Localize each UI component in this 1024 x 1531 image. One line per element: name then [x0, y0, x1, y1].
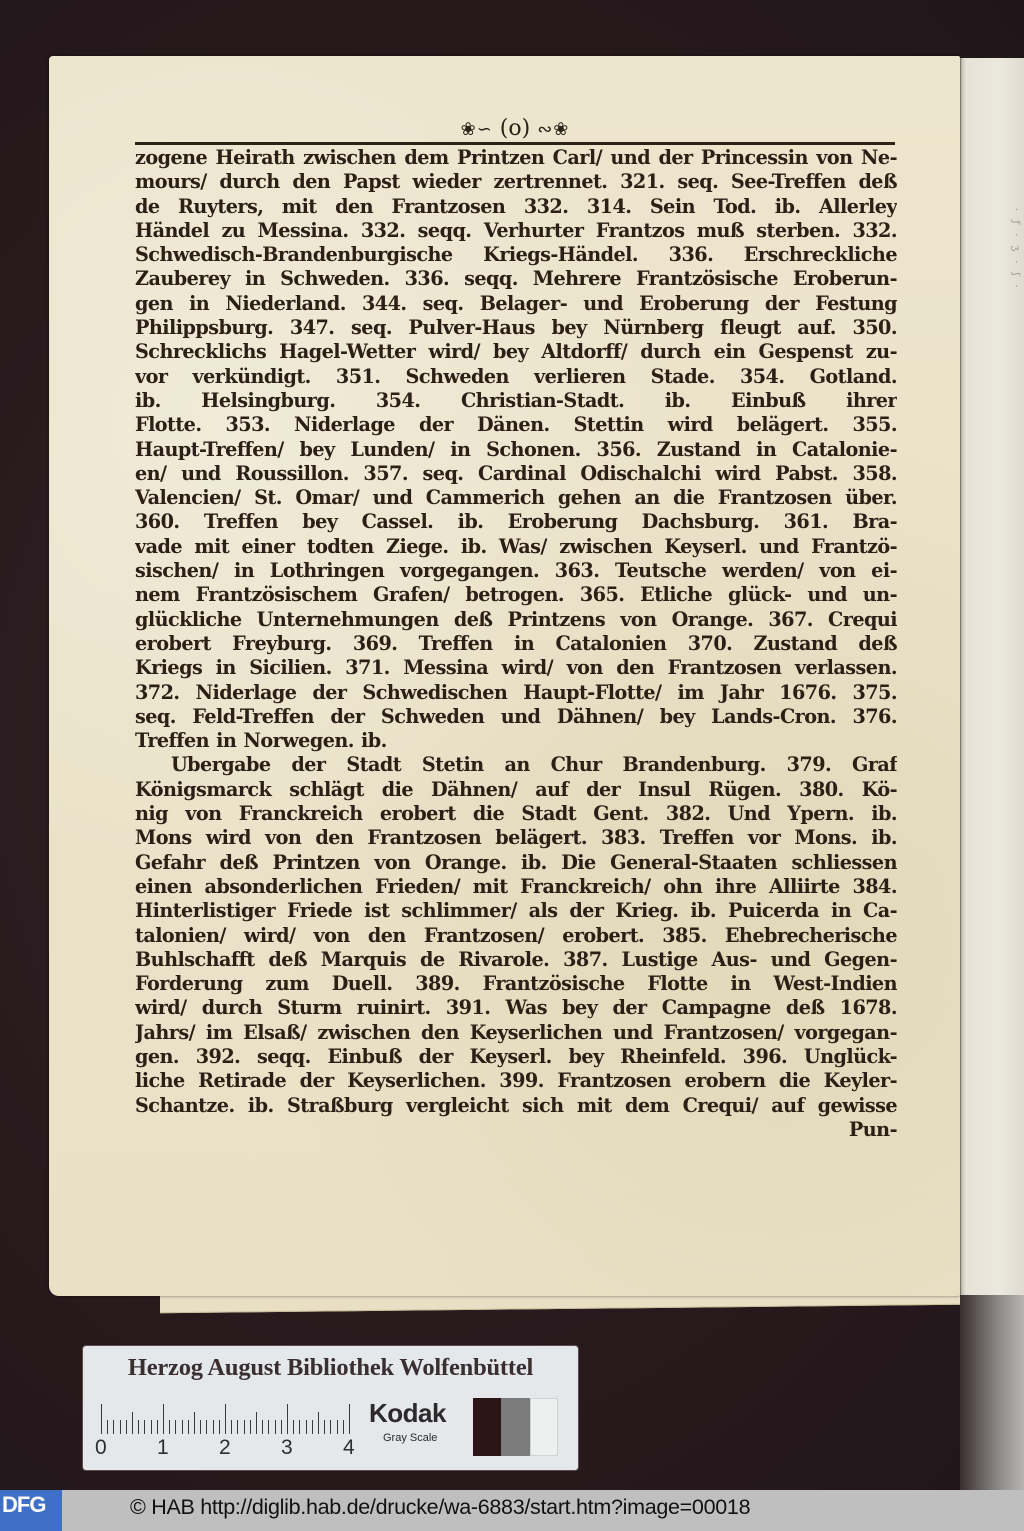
footer-bar: [0, 1490, 1024, 1531]
text-line: erobert Freyburg. 369. Treffen in Catalonien 370. Zustand deß: [135, 631, 897, 655]
text-line: Jahrs/ im Elsaß/ zwischen den Keyserlichen und Frantzosen/ vorgegan-: [135, 1020, 897, 1044]
text-line: Flotte. 353. Niderlage der Dänen. Stettin wird belägert. 355.: [135, 413, 897, 437]
header-rule: [135, 142, 895, 145]
ruler-tick: [151, 1420, 152, 1434]
ruler-tick: [281, 1420, 282, 1434]
swatch-gray: [501, 1398, 530, 1456]
text-line: Mons wird von den Frantzosen belägert. 383. Treffen vor Mons. ib.: [135, 826, 897, 850]
text-line: einen absonderlichen Frieden/ mit Franckreich/ ohn ihre Alliirte 384.: [135, 874, 897, 898]
gray-scale-label: Gray Scale: [383, 1432, 438, 1444]
ruler-tick: [126, 1420, 127, 1434]
text-line: de Ruyters, mit den Frantzosen 332. 314. Sein Tod. ib. Allerley: [135, 194, 897, 218]
kodak-logo: Kodak: [369, 1398, 446, 1428]
ornament-right-icon: ∾❀: [537, 119, 570, 140]
ruler-tick: [157, 1420, 158, 1434]
text-line: Ubergabe der Stadt Stetin an Chur Brandenburg. 379. Graf: [171, 753, 897, 777]
color-target-card: [83, 1346, 578, 1470]
text-line: vor verkündigt. 351. Schweden verlieren Stade. 354. Gotland.: [135, 364, 897, 388]
ruler: [101, 1404, 351, 1434]
text-line: nem Frantzösischem Grafen/ betrogen. 365. Etliche glück- und un-: [135, 583, 897, 607]
ruler-tick: [101, 1404, 102, 1434]
ruler-tick: [250, 1420, 251, 1434]
swatch-white: [530, 1398, 558, 1456]
ruler-tick: [293, 1420, 294, 1434]
text-line: Königsmarck schlägt die Dähnen/ auf der Insul Rügen. 380. Kö-: [135, 777, 897, 801]
ruler-tick: [169, 1420, 170, 1434]
ruler-tick: [337, 1420, 338, 1434]
bleed-through-text: · ƒ · ʒ · ʃ ·: [1010, 208, 1021, 291]
text-line: liche Retirade der Keyserlichen. 399. Frantzosen erobern die Keyler-: [135, 1069, 897, 1093]
ruler-tick: [138, 1420, 139, 1434]
ruler-tick: [237, 1420, 238, 1434]
text-line: Valencien/ St. Omar/ und Cammerich gehen an die Frantzosen über.: [135, 486, 897, 510]
ruler-tick: [144, 1420, 145, 1434]
text-line: glückliche Unternehmungen deß Printzens von Orange. 367. Crequi: [135, 607, 897, 631]
page-marker: (o): [499, 116, 531, 141]
ruler-tick: [318, 1412, 319, 1434]
text-line: zogene Heirath zwischen dem Printzen Carl/ und der Princessin von Ne-: [135, 146, 897, 169]
text-line: Händel zu Messina. 332. seqq. Verhurter Frantzos muß sterben. 332.: [135, 218, 897, 242]
text-line: en/ und Roussillon. 357. seq. Cardinal Odischalchi wird Pabst. 358.: [135, 461, 897, 485]
ruler-tick: [312, 1420, 313, 1434]
ruler-label-4: 4: [343, 1436, 355, 1459]
ruler-tick: [200, 1420, 201, 1434]
ruler-tick: [182, 1420, 183, 1434]
ruler-tick: [244, 1420, 245, 1434]
text-line: gen. 392. seqq. Einbuß der Keyserl. bey Rheinfeld. 396. Unglück-: [135, 1044, 897, 1068]
ruler-tick: [306, 1420, 307, 1434]
copyright-url[interactable]: © HAB http://diglib.hab.de/drucke/wa-6883/start.htm?image=00018: [130, 1495, 751, 1519]
ruler-tick: [163, 1404, 164, 1434]
text-line: Buhlschafft deß Marquis de Rivarole. 387. Lustige Aus- und Gegen-: [135, 947, 897, 971]
ruler-tick: [268, 1420, 269, 1434]
text-line: gen in Niederland. 344. seq. Belager- und Eroberung der Festung: [135, 291, 897, 315]
ruler-tick: [349, 1404, 350, 1434]
ornament-left-icon: ❀∽: [460, 119, 493, 140]
text-line: nig von Franckreich erobert die Stadt Gent. 382. Und Ypern. ib.: [135, 802, 897, 826]
index-text-block: [135, 146, 897, 1142]
facing-page-edge: [960, 58, 1024, 1308]
text-line: Kriegs in Sicilien. 371. Messina wird/ von den Frantzosen verlassen.: [135, 656, 897, 680]
ruler-tick: [225, 1404, 226, 1434]
dfg-logo: DFG: [0, 1490, 62, 1531]
text-line: wird/ durch Sturm ruinirt. 391. Was bey der Campagne deß 1678.: [135, 996, 897, 1020]
text-line: ib. Helsingburg. 354. Christian-Stadt. ib. Einbuß ihrer: [135, 388, 897, 412]
ruler-tick: [299, 1420, 300, 1434]
ruler-label-1: 1: [157, 1436, 169, 1459]
catchword: Pun-: [848, 1117, 897, 1141]
text-line: Schantze. ib. Straßburg vergleicht sich mit dem Crequi/ auf gewisse: [135, 1093, 897, 1117]
text-line: Zauberey in Schweden. 336. seqq. Mehrere Frantzösische Eroberun-: [135, 267, 897, 291]
ruler-tick: [324, 1420, 325, 1434]
page-header: [135, 118, 895, 140]
swatch-black: [473, 1398, 501, 1456]
text-line: 372. Niderlage der Schwedischen Haupt-Flotte/ im Jahr 1676. 375.: [135, 680, 897, 704]
text-line: talonien/ wird/ von den Frantzosen/ erobert. 385. Ehebrecherische: [135, 923, 897, 947]
ruler-tick: [231, 1420, 232, 1434]
ruler-label-2: 2: [219, 1436, 231, 1459]
text-line: vade mit einer todten Ziege. ib. Was/ zwischen Keyserl. und Frantzö-: [135, 534, 897, 558]
ruler-tick: [343, 1420, 344, 1434]
text-line: seq. Feld-Treffen der Schweden und Dähnen/ bey Lands-Cron. 376.: [135, 704, 897, 728]
ruler-tick: [219, 1420, 220, 1434]
ruler-tick: [188, 1420, 189, 1434]
text-line: sischen/ in Lothringen vorgegangen. 363. Teutsche werden/ von ei-: [135, 559, 897, 583]
text-line: Schwedisch-Brandenburgische Kriegs-Händel. 336. Erschreckliche: [135, 243, 897, 267]
ruler-tick: [175, 1420, 176, 1434]
binding-shadow: [960, 1295, 1024, 1490]
ruler-tick: [206, 1420, 207, 1434]
text-line: Hinterlistiger Friede ist schlimmer/ als der Krieg. ib. Puicerda in Ca-: [135, 899, 897, 923]
ruler-tick: [330, 1420, 331, 1434]
ruler-label-0: 0: [95, 1436, 107, 1459]
ruler-label-3: 3: [281, 1436, 293, 1459]
ruler-tick: [107, 1420, 108, 1434]
text-line: Treffen in Norwegen. ib.: [135, 729, 387, 753]
ruler-tick: [213, 1420, 214, 1434]
ruler-tick: [256, 1412, 257, 1434]
ruler-tick: [194, 1412, 195, 1434]
ruler-tick: [120, 1420, 121, 1434]
ruler-tick: [113, 1420, 114, 1434]
text-line: Haupt-Treffen/ bey Lunden/ in Schonen. 356. Zustand in Catalonie-: [135, 437, 897, 461]
text-line: Gefahr deß Printzen von Orange. ib. Die General-Staaten schliessen: [135, 850, 897, 874]
ruler-tick: [275, 1420, 276, 1434]
text-line: Philippsburg. 347. seq. Pulver-Haus bey Nürnberg fleugt auf. 350.: [135, 316, 897, 340]
library-name: Herzog August Bibliothek Wolfenbüttel: [127, 1354, 534, 1381]
ruler-tick: [262, 1420, 263, 1434]
text-line: 360. Treffen bey Cassel. ib. Eroberung Dachsburg. 361. Bra-: [135, 510, 897, 534]
text-line: Forderung zum Duell. 389. Frantzösische Flotte in West-Indien: [135, 972, 897, 996]
ruler-tick: [287, 1404, 288, 1434]
text-line: Schrecklichs Hagel-Wetter wird/ bey Altdorff/ durch ein Gespenst zu-: [135, 340, 897, 364]
ruler-tick: [132, 1412, 133, 1434]
text-line: mours/ durch den Papst wieder zertrennet. 321. seq. See-Treffen deß: [135, 170, 897, 194]
